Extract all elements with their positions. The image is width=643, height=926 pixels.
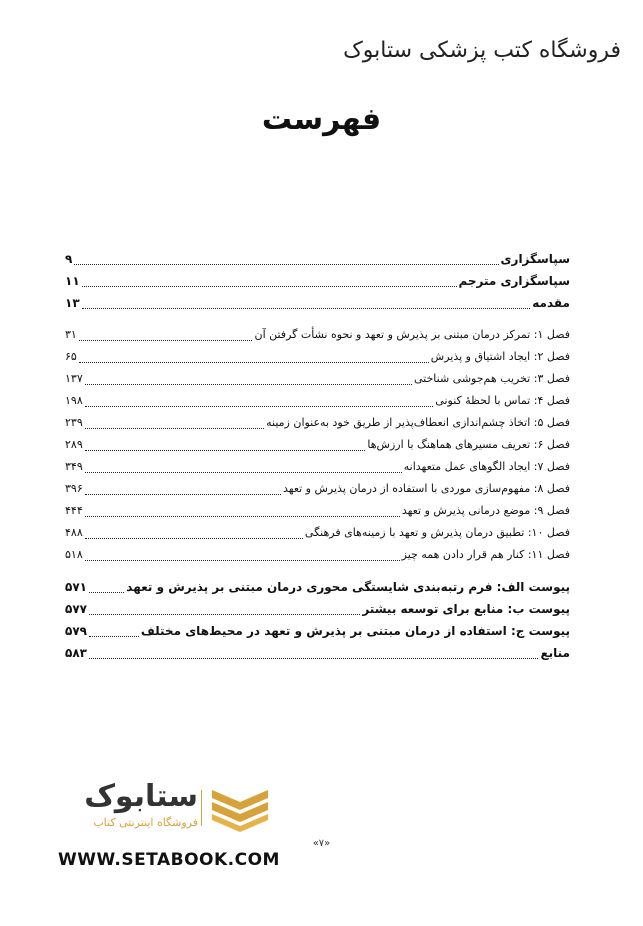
toc-front-group: [65, 248, 570, 314]
toc-entry: [65, 620, 570, 642]
toc-chapters-group: [65, 324, 570, 566]
toc-entry: [65, 478, 570, 500]
toc-dot-leader: [85, 537, 303, 539]
toc-entry-page: ۴۸۸: [65, 526, 83, 539]
toc-entry-page: ۵۷۷: [65, 602, 87, 616]
toc-entry-label: سپاسگزاری: [500, 252, 570, 266]
toc-entry-page: ۵۷۱: [65, 580, 87, 594]
toc-dot-leader: [85, 383, 412, 385]
toc-entry-page: ۲۸۹: [65, 438, 83, 451]
toc-entry-page: ۳۴۹: [65, 460, 83, 473]
toc-entry: [65, 598, 570, 620]
toc-entry-label: فصل ۱: تمرکز درمان مبتنی بر پذیرش و تعهد و نحوه نشأت گرفتن آن: [254, 328, 570, 341]
toc-entry-label: سپاسگزاری مترجم: [458, 274, 570, 288]
logo-tagline: فروشگاه اینترنتی کتاب: [93, 816, 198, 829]
toc-entry-page: ۱۳: [65, 296, 80, 310]
toc-entry: [65, 544, 570, 566]
toc-entry-page: ۳۹۶: [65, 482, 83, 495]
logo-name: ستابوک: [84, 779, 198, 814]
toc-entry-page: ۳۱: [65, 328, 77, 341]
toc-entry: [65, 324, 570, 346]
toc-entry: [65, 434, 570, 456]
page-title: فهرست: [261, 102, 382, 137]
toc-dot-leader: [89, 657, 538, 659]
toc-entry: [65, 270, 570, 292]
toc-entry-page: ۵۸۳: [65, 646, 87, 660]
toc-entry: [65, 576, 570, 598]
toc-entry-label: منابع: [540, 646, 570, 660]
toc-entry-label: پیوست ب: منابع برای توسعه بیشتر: [362, 602, 570, 616]
toc-dot-leader: [85, 405, 434, 407]
toc-entry: [65, 292, 570, 314]
toc-entry-page: ۶۵: [65, 350, 77, 363]
toc-dot-leader: [85, 559, 400, 561]
book-stack-icon: [208, 784, 272, 832]
toc-dot-leader: [74, 263, 498, 265]
toc-appendices-group: [65, 576, 570, 664]
toc-dot-leader: [85, 471, 402, 473]
toc-entry-label: فصل ۴: تماس با لحظهٔ کنونی: [435, 394, 570, 407]
page-number: «۷»: [312, 838, 331, 849]
toc-dot-leader: [82, 307, 531, 309]
toc-entry-label: فصل ۶: تعریف مسیرهای هماهنگ با ارزش‌ها: [367, 438, 570, 451]
toc-entry-label: پیوست ج: استفاده از درمان مبتنی بر پذیرش و تعهد در محیط‌های مختلف: [140, 624, 570, 638]
toc-entry-label: فصل ۹: موضع درمانی پذیرش و تعهد: [401, 504, 570, 517]
toc-dot-leader: [85, 493, 281, 495]
toc-entry-label: فصل ۳: تخریب هم‌جوشی شناختی: [413, 372, 570, 385]
toc-entry: [65, 346, 570, 368]
toc-dot-leader: [85, 427, 264, 429]
store-name-header: فروشگاه کتب پزشکی ستابوک: [343, 38, 621, 63]
toc-entry-label: فصل ۲: ایجاد اشتیاق و پذیرش: [430, 350, 570, 363]
toc-dot-leader: [89, 613, 360, 615]
toc-entry-page: ۴۴۴: [65, 504, 83, 517]
logo-url: WWW.SETABOOK.COM: [58, 850, 280, 870]
toc-entry: [65, 412, 570, 434]
toc-dot-leader: [89, 635, 139, 637]
toc-entry: [65, 390, 570, 412]
setabook-logo: [58, 779, 280, 870]
toc-entry: [65, 522, 570, 544]
toc-dot-leader: [79, 361, 429, 363]
toc-entry-page: ۱۱: [65, 274, 80, 288]
toc-entry: [65, 368, 570, 390]
toc-entry-page: ۱۳۷: [65, 372, 83, 385]
toc-entry-label: فصل ۷: ایجاد الگوهای عمل متعهدانه: [403, 460, 570, 473]
toc-entry: [65, 248, 570, 270]
toc-entry-page: ۹: [65, 252, 73, 266]
toc-entry-label: مقدمه: [532, 296, 570, 310]
toc-dot-leader: [85, 449, 366, 451]
toc-entry-label: فصل ۱۰: تطبیق درمان پذیرش و تعهد با زمینه‌های فرهنگی: [304, 526, 570, 539]
toc-dot-leader: [85, 515, 400, 517]
toc-dot-leader: [89, 591, 124, 593]
toc-entry-page: ۱۹۸: [65, 394, 83, 407]
toc-entry: [65, 456, 570, 478]
table-of-contents: [65, 248, 570, 664]
toc-dot-leader: [82, 285, 457, 287]
toc-entry-label: پیوست الف: فرم رتبه‌بندی شایستگی محوری درمان مبتنی بر پذیرش و تعهد: [126, 580, 570, 594]
toc-dot-leader: [79, 339, 253, 341]
toc-entry-label: فصل ۵: اتخاذ چشم‌اندازی انعطاف‌پذیر از طریق خود به‌عنوان زمینه: [266, 416, 570, 429]
toc-entry-page: ۲۳۹: [65, 416, 83, 429]
toc-entry: [65, 500, 570, 522]
toc-entry: [65, 642, 570, 664]
logo-divider: [201, 790, 202, 826]
toc-entry-label: فصل ۱۱: کنار هم قرار دادن همه چیز: [401, 548, 570, 561]
toc-entry-page: ۵۱۸: [65, 548, 83, 561]
toc-entry-page: ۵۷۹: [65, 624, 87, 638]
toc-entry-label: فصل ۸: مفهوم‌سازی موردی با استفاده از درمان پذیرش و تعهد: [282, 482, 570, 495]
